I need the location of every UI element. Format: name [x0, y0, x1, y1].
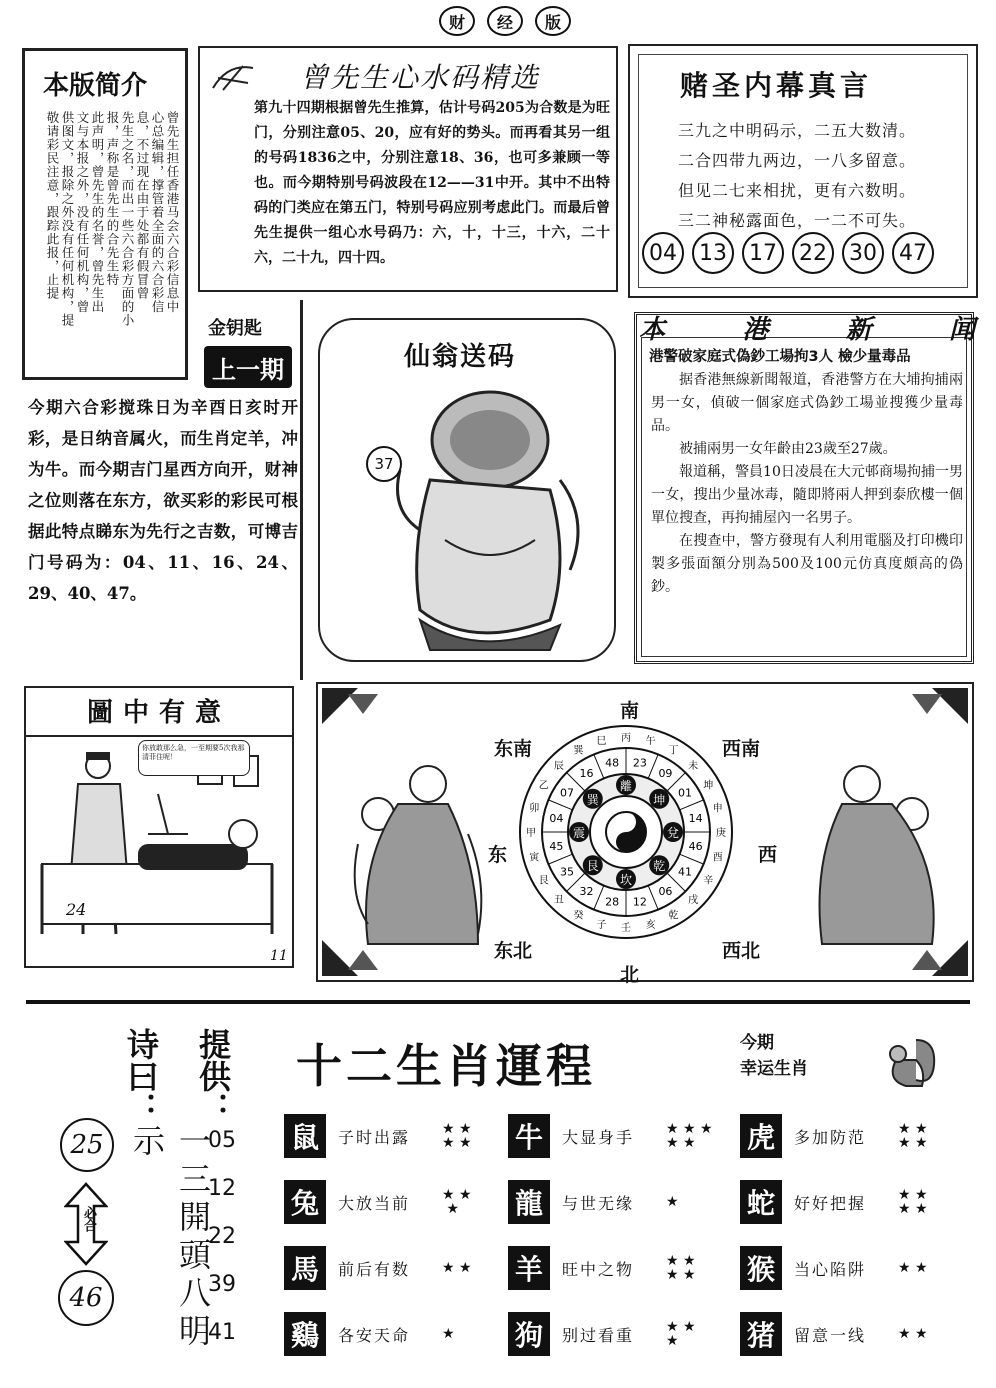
- zodiac-stars: ★ ★ ★: [666, 1319, 696, 1349]
- hk-headline: 港警破家庭式偽鈔工場拘3人 檢少量毒品: [649, 349, 911, 365]
- picture-box: [24, 686, 294, 968]
- left-figures-icon: [338, 744, 488, 964]
- trigram-label: 乾: [653, 859, 666, 874]
- intro-col: 心总编辑，撑管着全面的六合彩信: [150, 111, 165, 314]
- zodiac-char: 牛: [508, 1114, 550, 1158]
- compass-outer-label: 子: [596, 919, 607, 931]
- hk-title-char: 本: [639, 315, 666, 345]
- zodiac-char: 狗: [508, 1312, 550, 1356]
- zodiac-row: [284, 1180, 482, 1224]
- trigram-label: 震: [572, 826, 586, 840]
- zodiac-stars: ★ ★: [898, 1260, 928, 1276]
- zodiac-row: [284, 1114, 482, 1158]
- xianweng-box: [318, 318, 616, 662]
- zodiac-desc: 各安天命: [338, 1325, 411, 1345]
- zeng-title: 曾先生心水码精选: [299, 61, 540, 94]
- zodiac-desc: 好好把握: [794, 1193, 867, 1213]
- zodiac-char: 兔: [284, 1180, 326, 1224]
- direction-north: 北: [620, 964, 640, 986]
- direction-northeast: 东北: [494, 940, 533, 962]
- zodiac-stars: ★: [666, 1194, 679, 1210]
- trigram-label: 離: [619, 779, 633, 793]
- provided-number: 39: [208, 1272, 236, 1297]
- number-ball: 22: [792, 232, 834, 274]
- zeng-text: 第九十四期根据曾先生推算，估计号码205为合数是为旺门，分别注意05、20，应有好的势头。而再看其另一组的号码1836之中，分别注意18、36，也可多兼顾一等也。而今期特别号码波段在12——31中开。其中不出特码的门类应在第五门，特别号码应别考虑此门。而最后曾先生提供一组心水号码乃：六，十，十三，十六，二十六，二十九，四十四。: [254, 100, 610, 266]
- golden-key-heading: [200, 310, 300, 394]
- trigram-label: 坎: [619, 873, 633, 887]
- compass-ring-number: 07: [559, 786, 574, 800]
- zodiac-char: 鷄: [284, 1312, 326, 1356]
- provided-number: 05: [208, 1128, 236, 1153]
- compass-outer-label: 丙: [621, 733, 631, 744]
- golden-key-text: 今期六合彩搅珠日为辛酉日亥时开彩，是日纳音属火，而生肖定羊，冲为牛。而今期吉门星西方向开，财神之位则落在东方，欲买彩的彩民可根据此特点睇东为先行之吉数，可博吉门号码为：04、11、16、24、29、40、47。: [28, 398, 298, 603]
- intro-col: 先生之名，而出一些六合彩方面的小: [120, 111, 135, 327]
- xianweng-title: 仙翁送码: [404, 342, 517, 372]
- hk-news-box: [634, 312, 974, 664]
- direction-south: 南: [620, 700, 640, 722]
- hk-paragraph: 在搜查中，警方發現有人利用電腦及打印機印製多張面額分別為500及100元仿真度頗高的偽鈔。: [651, 533, 963, 595]
- trigram-label: 艮: [586, 859, 599, 874]
- zodiac-char: 猪: [740, 1312, 782, 1356]
- compass-outer-label: 未: [688, 760, 699, 772]
- poem-label: 诗曰：: [122, 1028, 160, 1124]
- header-char: 经: [487, 6, 523, 36]
- poem-line: 二合四带九两边，一八多留意。: [678, 151, 917, 170]
- zodiac-desc: 别过看重: [562, 1325, 635, 1345]
- hk-paragraph: 被捕兩男一女年齡由23歲至27歲。: [679, 441, 897, 457]
- direction-northwest: 西北: [722, 940, 761, 962]
- compass-outer-label: 寅: [529, 852, 540, 864]
- poem-line: 三九之中明码示，二五大数清。: [678, 121, 917, 140]
- compass-outer-label: 乾: [668, 910, 679, 922]
- picture-title: 圖中有意: [26, 692, 292, 737]
- compass-outer-label: 甲: [526, 828, 536, 839]
- zodiac-row: [508, 1114, 713, 1158]
- zodiac-char: 龍: [508, 1180, 550, 1224]
- intro-title: 本版简介: [43, 71, 148, 101]
- hk-title-char: 港: [742, 315, 769, 345]
- number-ball: 04: [642, 232, 684, 274]
- direction-west: 西: [758, 844, 778, 866]
- compass-ring-number: 45: [549, 839, 564, 853]
- direction-southeast: 东南: [494, 738, 533, 760]
- compass-outer-label: 酉: [712, 852, 723, 864]
- lucky-label-line: 今期: [740, 1033, 774, 1053]
- bed-number: 24: [66, 900, 87, 919]
- compass-ring-number: 28: [605, 895, 620, 909]
- intro-col: 息，不过现在由于处都有假冒曾: [135, 111, 150, 300]
- zodiac-stars: ★ ★ ★ ★: [442, 1121, 472, 1151]
- zodiac-row: [284, 1246, 482, 1290]
- compass-ring-number: 41: [678, 865, 693, 879]
- poem-box: [628, 44, 978, 298]
- zodiac-stars: ★ ★ ★ ★: [898, 1187, 928, 1217]
- zodiac-desc: 旺中之物: [562, 1259, 635, 1279]
- compass-ring-number: 35: [559, 865, 574, 879]
- zodiac-desc: 大显身手: [562, 1127, 635, 1147]
- zodiac-char: 鼠: [284, 1114, 326, 1158]
- provided-number: 12: [208, 1176, 236, 1201]
- zodiac-desc: 当心陷阱: [794, 1259, 867, 1279]
- direction-southwest: 西南: [722, 738, 761, 760]
- trigram-label: 巽: [586, 792, 599, 807]
- zodiac-desc: 前后有数: [338, 1259, 411, 1279]
- hk-title-char: 新: [845, 315, 872, 345]
- provided-number: 22: [208, 1224, 236, 1249]
- zodiac-char: 蛇: [740, 1180, 782, 1224]
- trigram-label: 兌: [666, 826, 680, 840]
- compass-outer-label: 辰: [553, 760, 564, 772]
- compass-outer-label: 申: [712, 803, 723, 815]
- bagua-compass-icon: [518, 724, 734, 940]
- hk-paragraph: 報道稱，警員10日凌晨在大元邨商場拘捕一男一女，搜出少量冰毒，隨即將兩人押到泰欣樓一個單位搜查，再拘捕屋內一名男子。: [651, 464, 963, 526]
- zodiac-row: [740, 1246, 938, 1290]
- corner-number: 11: [270, 948, 288, 964]
- compass-outer-label: 壬: [621, 923, 631, 934]
- zodiac-row: [508, 1246, 706, 1290]
- intro-col: 此声明，曾先生的名誉，曾先生出: [90, 111, 105, 314]
- header-char: 版: [535, 6, 571, 36]
- compass-ring-number: 09: [658, 766, 673, 780]
- zodiac-stars: ★ ★ ★: [442, 1187, 472, 1217]
- compass-outer-label: 巽: [573, 745, 584, 757]
- zodiac-stars: ★ ★ ★ ★ ★: [666, 1121, 713, 1151]
- number-ball: 30: [842, 232, 884, 274]
- header-char: 财: [439, 6, 475, 36]
- arrow-label: 必合: [81, 1206, 96, 1232]
- star-flourish-icon: [208, 58, 258, 98]
- trigram-label: 坤: [653, 792, 666, 807]
- zodiac-title: 十二生肖運程: [296, 1039, 596, 1093]
- zodiac-char: 羊: [508, 1246, 550, 1290]
- compass-section: [316, 682, 974, 986]
- compass-outer-label: 辛: [703, 875, 714, 887]
- column-divider: [300, 300, 303, 680]
- zodiac-stars: ★: [442, 1326, 455, 1342]
- compass-ring-number: 16: [579, 766, 594, 780]
- speech-bubble: 你放敢那么急，一至期要5次我那清菲住呢！: [138, 740, 250, 776]
- zodiac-desc: 多加防范: [794, 1127, 867, 1147]
- squirrel-icon: [876, 1030, 940, 1090]
- zodiac-row: [740, 1312, 938, 1356]
- circle-top-number: 25: [60, 1118, 114, 1172]
- last-issue-label: 上一期: [204, 346, 292, 388]
- number-ball: 47: [892, 232, 934, 274]
- page-header: [420, 4, 590, 38]
- zodiac-row: [284, 1312, 482, 1356]
- direction-east: 东: [488, 844, 508, 866]
- right-figures-icon: [802, 744, 952, 964]
- zodiac-stars: ★ ★ ★ ★: [666, 1253, 696, 1283]
- provide-label: 提供：: [194, 1028, 232, 1124]
- compass-outer-label: 坤: [703, 780, 714, 792]
- circle-bottom-number: 46: [58, 1270, 114, 1326]
- intro-box: [22, 48, 188, 380]
- intro-col: 报，声称是曾先生的合先生特: [105, 111, 120, 287]
- compass-ring-number: 04: [549, 812, 564, 826]
- intro-col: 敬请彩民注意，跟踪此报，止提: [45, 111, 60, 300]
- zodiac-char: 馬: [284, 1246, 326, 1290]
- number-ball: 13: [692, 232, 734, 274]
- number-ball: 17: [742, 232, 784, 274]
- compass-ring-number: 32: [579, 885, 594, 899]
- verse-text: 一三開頭八明示: [128, 1124, 212, 1352]
- zodiac-row: [740, 1114, 938, 1158]
- compass-outer-label: 丁: [668, 745, 679, 757]
- poem-line: 三二神秘露面色，一二不可失。: [678, 211, 917, 230]
- zodiac-row: [508, 1180, 706, 1224]
- compass-outer-label: 乙: [538, 780, 549, 792]
- compass-ring-number: 48: [605, 756, 620, 770]
- zeng-article: [198, 46, 618, 292]
- compass-ring-number: 06: [658, 885, 673, 899]
- intro-col: 曾先生担任香港马会六合彩信息中: [165, 111, 180, 314]
- poem-title: 赌圣内幕真言: [680, 69, 873, 102]
- poem-numbers: [642, 232, 934, 274]
- compass-outer-label: 卯: [529, 803, 540, 815]
- compass-outer-label: 庚: [716, 828, 726, 839]
- zodiac-stars: ★ ★: [442, 1260, 472, 1276]
- golden-key-label: 金钥匙: [208, 318, 262, 339]
- hk-title-char: 闻: [948, 315, 975, 345]
- intro-col: 供图文，报除之外没有任何机构，提: [60, 111, 75, 327]
- zodiac-row: [740, 1180, 938, 1224]
- compass-ring-number: 46: [688, 839, 703, 853]
- hk-body: [651, 369, 963, 599]
- compass-outer-label: 巳: [596, 736, 607, 748]
- zodiac-stars: ★ ★ ★ ★: [898, 1121, 928, 1151]
- zodiac-desc: 留意一线: [794, 1325, 867, 1345]
- zodiac-char: 虎: [740, 1114, 782, 1158]
- zodiac-desc: 子时出露: [338, 1127, 411, 1147]
- immortal-number-ball: 37: [366, 446, 402, 482]
- zodiac-row: [508, 1312, 706, 1356]
- compass-ring-number: 01: [678, 786, 693, 800]
- zodiac-char: 猴: [740, 1246, 782, 1290]
- compass-outer-label: 午: [645, 736, 656, 748]
- zodiac-desc: 大放当前: [338, 1193, 411, 1213]
- compass-outer-label: 戌: [688, 895, 699, 907]
- lucky-label: [740, 1030, 808, 1082]
- intro-col: 文与本报之外，没有任何机构，曾: [75, 111, 90, 314]
- hk-news-title: [639, 309, 975, 346]
- section-divider: [26, 1000, 970, 1004]
- compass-outer-label: 丑: [553, 895, 564, 907]
- compass-ring-number: 23: [632, 756, 647, 770]
- compass-outer-label: 亥: [645, 919, 656, 931]
- immortal-illustration-icon: [350, 370, 590, 656]
- intro-columns: [33, 111, 179, 371]
- zodiac-stars: ★ ★: [898, 1326, 928, 1342]
- zodiac-desc: 与世无缘: [562, 1193, 635, 1213]
- hk-paragraph: 据香港無線新聞報道，香港警方在大埔拘捕兩男一女，偵破一個家庭式偽鈔工場並搜獲少量毒品。: [651, 372, 963, 434]
- lucky-label-line: 幸运生肖: [740, 1059, 808, 1079]
- poem-line: 但见二七来相扰，更有六数明。: [678, 181, 917, 200]
- compass-ring-number: 14: [688, 812, 703, 826]
- compass-outer-label: 艮: [538, 875, 549, 887]
- provided-number: 41: [208, 1320, 236, 1345]
- compass-ring-number: 12: [632, 895, 647, 909]
- compass-outer-label: 癸: [573, 910, 584, 922]
